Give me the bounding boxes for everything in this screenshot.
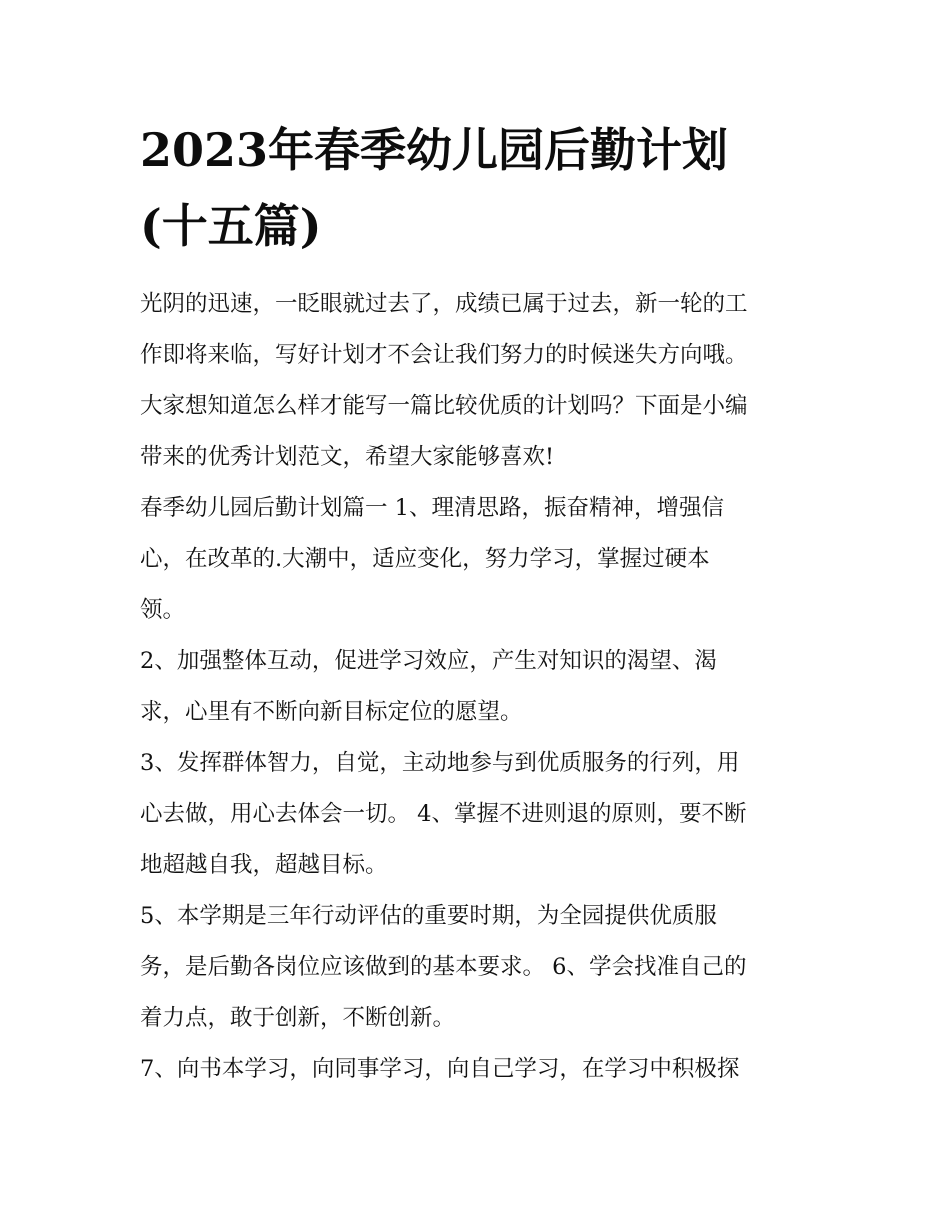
text-line: 务，是后勤各岗位应该做到的基本要求。 6、学会找准自己的 (140, 954, 747, 980)
text-line: 7、向书本学习，向同事学习，向自己学习，在学习中积极探 (140, 1056, 740, 1082)
text-line: 作即将来临，写好计划才不会让我们努力的时候迷失方向哦。 (140, 342, 748, 368)
title-line-1: 2023年春季幼儿园后勤计划 (140, 123, 729, 177)
document-body (140, 279, 820, 1095)
text-line: 带来的优秀计划范文，希望大家能够喜欢! (140, 444, 555, 470)
text-line: 心去做，用心去体会一切。 4、掌握不进则退的原则，要不断 (140, 801, 747, 827)
text-line: 5、本学期是三年行动评估的重要时期，为全园提供优质服 (140, 903, 717, 929)
text-line: 春季幼儿园后勤计划篇一 1、理清思路，振奋精神，增强信 (140, 495, 724, 521)
text-line: 地超越自我，超越目标。 (140, 852, 388, 878)
text-line: 大家想知道怎么样才能写一篇比较优质的计划吗？下面是小编 (140, 393, 748, 419)
text-line: 着力点，敢于创新，不断创新。 (140, 1005, 456, 1031)
text-line: 光阴的迅速，一眨眼就过去了，成绩已属于过去，新一轮的工 (140, 291, 748, 317)
text-line: 2、加强整体互动，促进学习效应，产生对知识的渴望、渴 (140, 648, 717, 674)
text-line: 领。 (140, 597, 186, 623)
text-line: 3、发挥群体智力，自觉，主动地参与到优质服务的行列，用 (140, 750, 740, 776)
document-title (140, 112, 820, 264)
text-line: 求，心里有不断向新目标定位的愿望。 (140, 699, 523, 725)
text-line: 心，在改革的.大潮中，适应变化，努力学习，掌握过硬本 (140, 546, 710, 572)
title-line-2: (十五篇) (140, 199, 322, 253)
